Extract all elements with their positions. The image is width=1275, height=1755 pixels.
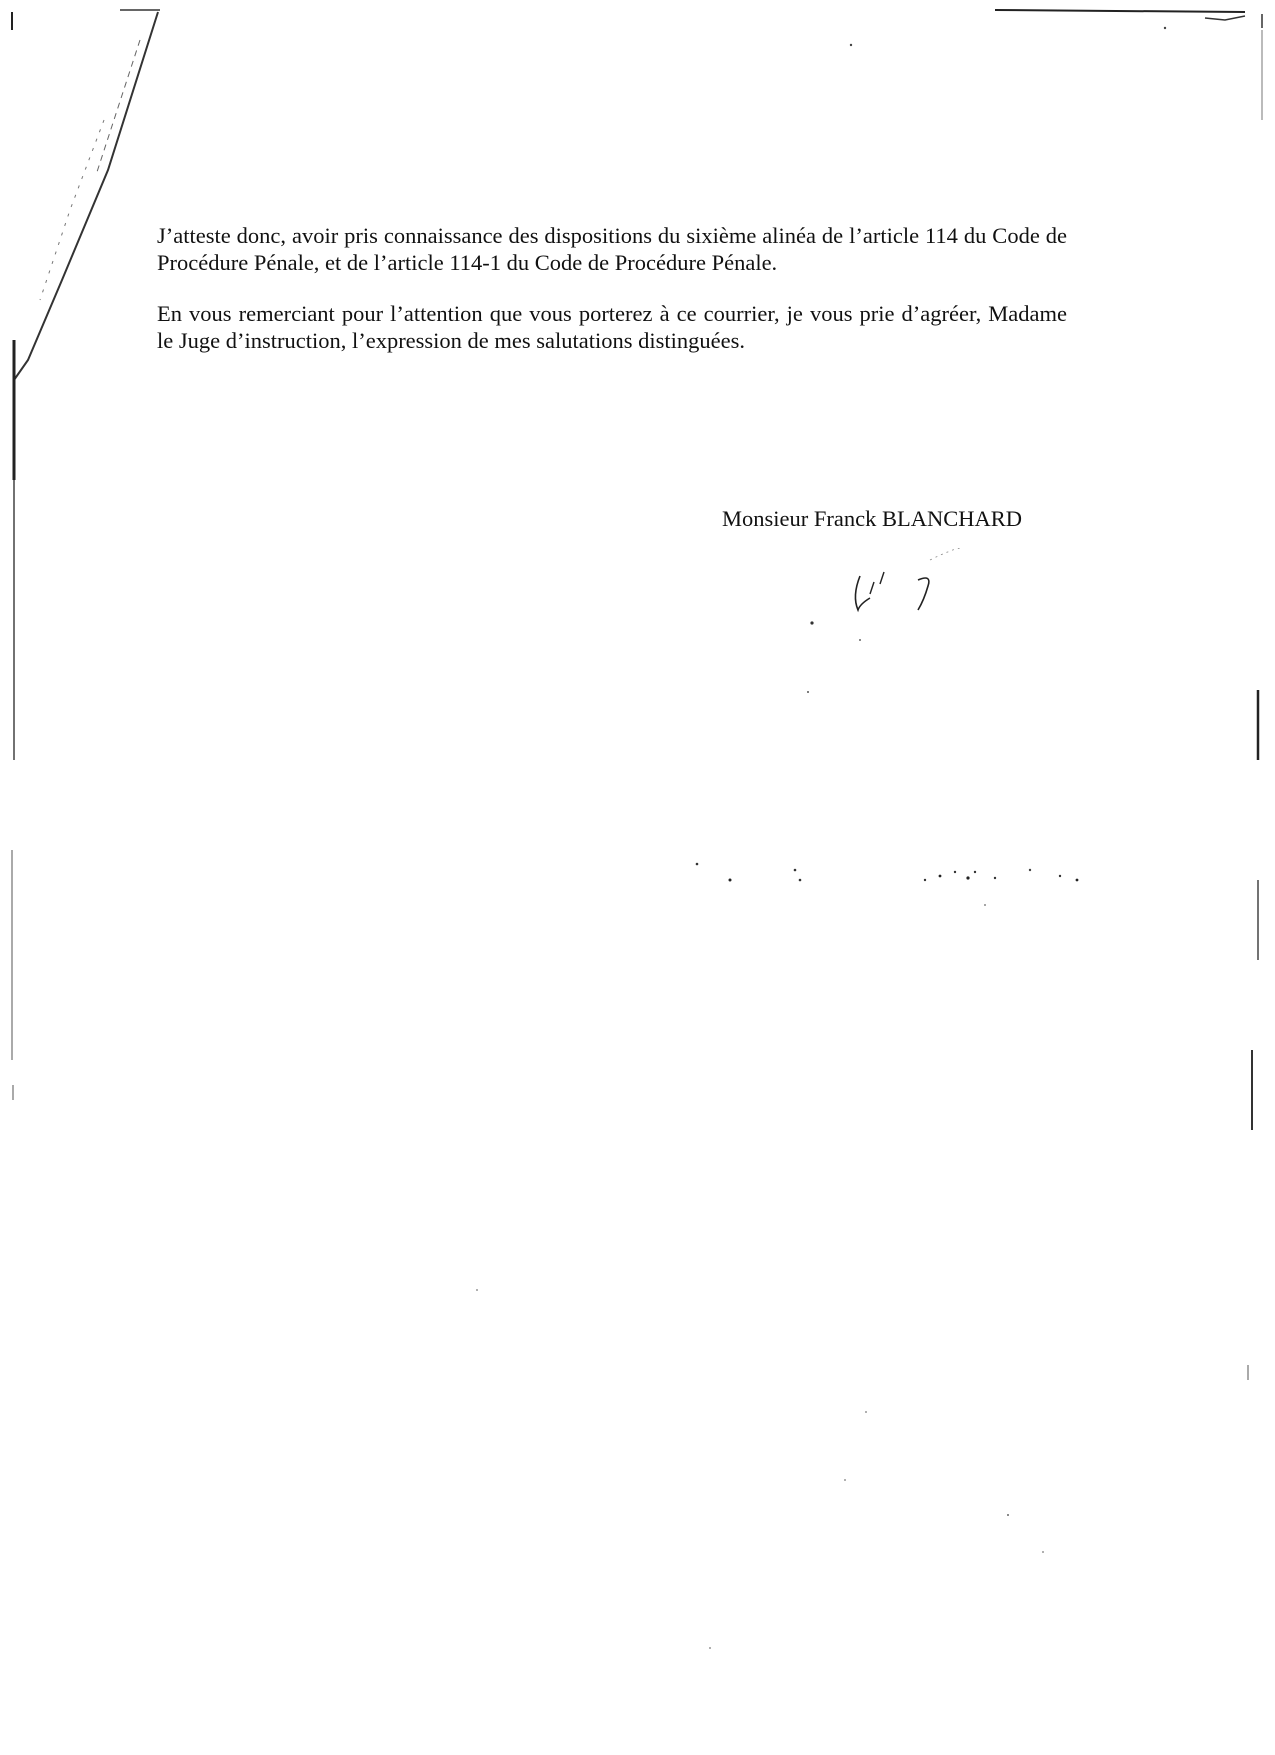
- handwritten-signature: [800, 548, 960, 628]
- letter-body: [157, 222, 1067, 378]
- closing-paragraph: En vous remerciant pour l’attention que vous porterez à ce courrier, je vous prie d’agréer, Madame le Juge d’instruction, l’expression de mes salutations distinguées.: [157, 301, 1067, 353]
- attestation-paragraph: J’atteste donc, avoir pris connaissance des dispositions du sixième alinéa de l’article 114 du Code de Procédure Pénale, et de l’article 114-1 du Code de Procédure Pénale.: [157, 223, 1067, 275]
- signatory-name: Monsieur Franck BLANCHARD: [722, 506, 1022, 531]
